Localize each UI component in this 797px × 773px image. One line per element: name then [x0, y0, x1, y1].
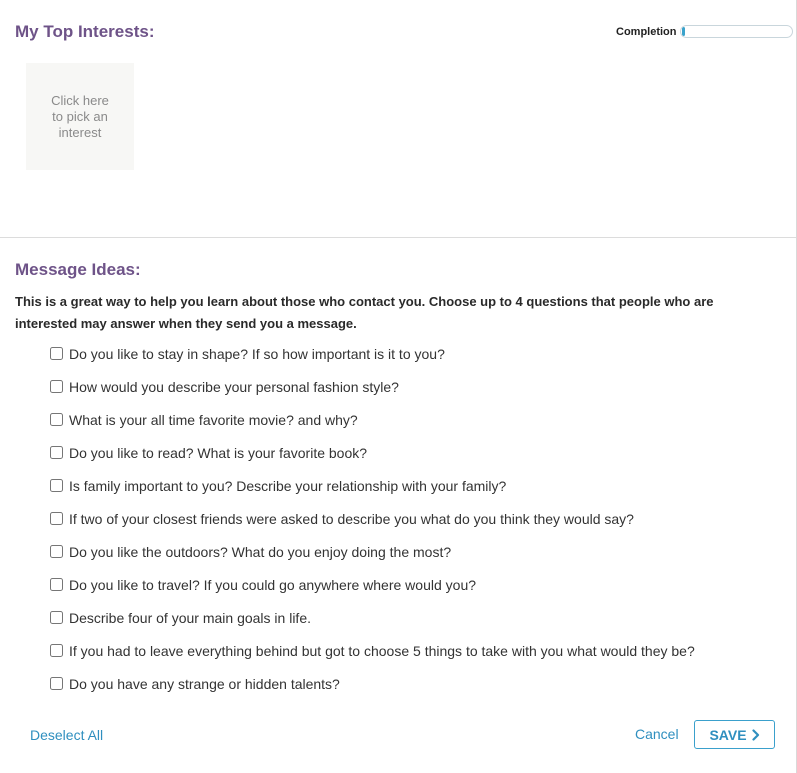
question-text: Describe four of your main goals in life.	[69, 610, 311, 626]
question-text: Do you like to travel? If you could go anywhere where would you?	[69, 577, 477, 593]
question-label[interactable]	[50, 608, 311, 628]
question-item	[50, 608, 695, 641]
question-item	[50, 443, 695, 476]
question-checkbox[interactable]	[50, 479, 63, 492]
question-item	[50, 674, 695, 707]
question-checkbox[interactable]	[50, 611, 63, 624]
question-text: Do you have any strange or hidden talents?	[69, 676, 340, 692]
question-text: What is your all time favorite movie? and why?	[69, 412, 358, 428]
question-text: If you had to leave everything behind but got to choose 5 things to take with you what would they be?	[69, 643, 695, 659]
question-label[interactable]	[50, 410, 358, 430]
question-checkbox[interactable]	[50, 347, 63, 360]
question-item	[50, 476, 695, 509]
section-divider	[0, 237, 796, 238]
question-checkbox[interactable]	[50, 413, 63, 426]
save-label: SAVE	[709, 726, 747, 743]
question-label[interactable]	[50, 443, 367, 463]
question-list	[50, 344, 695, 707]
question-label[interactable]	[50, 575, 476, 595]
question-text: Is family important to you? Describe your relationship with your family?	[69, 478, 507, 494]
message-ideas-title: Message Ideas:	[15, 260, 141, 279]
completion-progress-fill	[682, 27, 685, 36]
question-checkbox[interactable]	[50, 545, 63, 558]
question-item	[50, 377, 695, 410]
question-text: Do you like to read? What is your favorite book?	[69, 445, 368, 461]
chevron-right-icon	[752, 729, 760, 741]
question-item	[50, 542, 695, 575]
question-checkbox[interactable]	[50, 380, 63, 393]
question-label[interactable]	[50, 542, 451, 562]
question-checkbox[interactable]	[50, 512, 63, 525]
completion-progress-track	[680, 25, 793, 38]
deselect-all-link[interactable]: Deselect All	[30, 727, 104, 743]
question-text: Do you like to stay in shape? If so how important is it to you?	[69, 346, 445, 362]
cancel-link[interactable]: Cancel	[635, 726, 679, 742]
save-button[interactable]	[694, 720, 775, 749]
question-checkbox[interactable]	[50, 578, 63, 591]
question-label[interactable]	[50, 509, 634, 529]
interests-title: My Top Interests:	[15, 22, 155, 41]
message-ideas-intro: This is a great way to help you learn about those who contact you. Choose up to 4 questions that people who are interested may answer when they send you a message.	[15, 294, 714, 331]
question-text: Do you like the outdoors? What do you enjoy doing the most?	[69, 544, 452, 560]
question-label[interactable]	[50, 641, 695, 661]
question-checkbox[interactable]	[50, 644, 63, 657]
question-item	[50, 575, 695, 608]
pick-interest-label: Click here to pick an interest	[51, 92, 109, 140]
question-item	[50, 410, 695, 443]
pick-interest-tile[interactable]	[26, 63, 134, 170]
question-checkbox[interactable]	[50, 677, 63, 690]
question-text: If two of your closest friends were asked to describe you what do you think they would say?	[69, 511, 634, 527]
completion-meter	[616, 25, 793, 38]
question-label[interactable]	[50, 377, 399, 397]
question-label[interactable]	[50, 344, 445, 364]
question-label[interactable]	[50, 674, 340, 694]
question-item	[50, 344, 695, 377]
question-item	[50, 509, 695, 542]
question-text: How would you describe your personal fashion style?	[69, 379, 399, 395]
completion-label: Completion	[616, 25, 677, 38]
question-item	[50, 641, 695, 674]
question-checkbox[interactable]	[50, 446, 63, 459]
question-label[interactable]	[50, 476, 506, 496]
